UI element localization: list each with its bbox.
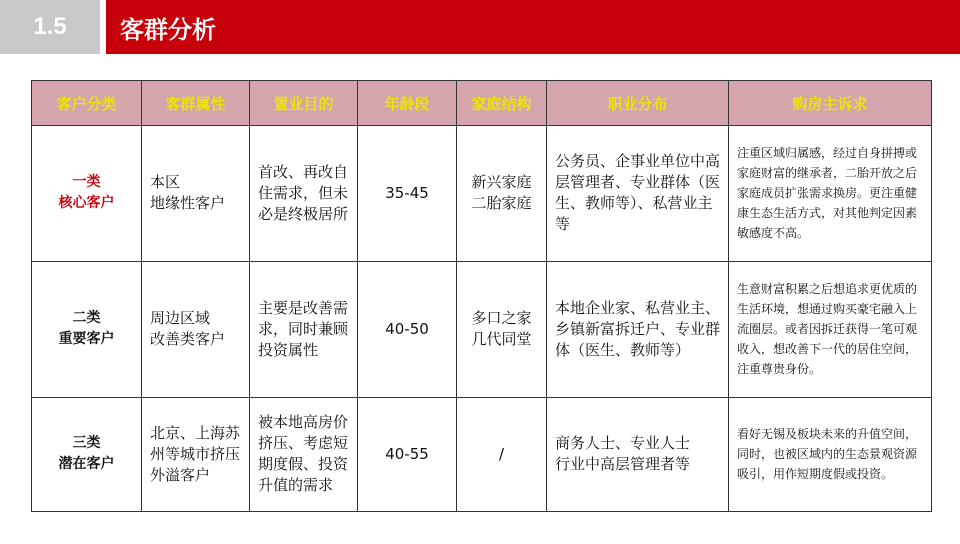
age-cell: 40-50 xyxy=(358,261,457,397)
attribute-cell: 周边区域 改善类客户 xyxy=(142,261,250,397)
table-row xyxy=(32,126,932,262)
purpose-cell: 主要是改善需求，同时兼顾投资属性 xyxy=(250,261,358,397)
age-cell: 40-55 xyxy=(358,397,457,511)
customer-class-cell xyxy=(32,261,142,397)
column-header-appeal: 购房主诉求 xyxy=(729,81,932,126)
occupation-cell: 公务员、企事业单位中高层管理者、专业群体（医生、教师等）、私营业主等 xyxy=(547,126,729,262)
purpose-cell: 首改、再改自住需求，但未必是终极居所 xyxy=(250,126,358,262)
column-header-age: 年龄段 xyxy=(358,81,457,126)
customer-class-cell xyxy=(32,126,142,262)
class-name: 核心客户 xyxy=(58,195,115,212)
appeal-cell: 注重区域归属感，经过自身拼搏或家庭财富的继承者，二胎开放之后家庭成员扩张需求换房。更注重健康生态生活方式，对其他判定因素敏感度不高。 xyxy=(729,126,932,262)
family-cell: 新兴家庭 二胎家庭 xyxy=(457,126,547,262)
family-cell: 多口之家 几代同堂 xyxy=(457,261,547,397)
appeal-cell: 看好无锡及板块未来的升值空间，同时，也被区域内的生态景观资源吸引，用作短期度假或投资。 xyxy=(729,397,932,511)
attribute-cell: 本区 地缘性客户 xyxy=(142,126,250,262)
table-header-row xyxy=(32,81,932,126)
appeal-cell: 生意财富积累之后想追求更优质的生活环境，想通过购买豪宅融入上流圈层。或者因拆迁获得一笔可观收入，想改善下一代的居住空间，注重尊贵身份。 xyxy=(729,261,932,397)
column-header-family: 家庭结构 xyxy=(457,81,547,126)
age-cell: 35-45 xyxy=(358,126,457,262)
section-number: 1.5 xyxy=(0,0,100,54)
attribute-cell: 北京、上海苏州等城市挤压外溢客户 xyxy=(142,397,250,511)
customer-segment-table xyxy=(31,80,932,512)
column-header-attribute: 客群属性 xyxy=(142,81,250,126)
page-title: 客群分析 xyxy=(106,0,960,54)
class-rank: 二类 xyxy=(72,310,101,327)
class-rank: 三类 xyxy=(72,435,101,452)
purpose-cell: 被本地高房价挤压、考虑短期度假、投资升值的需求 xyxy=(250,397,358,511)
table-row xyxy=(32,261,932,397)
occupation-cell: 商务人士、专业人士 行业中高层管理者等 xyxy=(547,397,729,511)
table-row xyxy=(32,397,932,511)
class-name: 重要客户 xyxy=(58,331,115,348)
occupation-cell: 本地企业家、私营业主、乡镇新富拆迁户、专业群体（医生、教师等） xyxy=(547,261,729,397)
class-rank: 一类 xyxy=(72,174,101,191)
column-header-purpose: 置业目的 xyxy=(250,81,358,126)
class-name: 潜在客户 xyxy=(58,456,115,473)
family-cell: / xyxy=(457,397,547,511)
column-header-occupation: 职业分布 xyxy=(547,81,729,126)
column-header-customer-class: 客户分类 xyxy=(32,81,142,126)
customer-class-cell xyxy=(32,397,142,511)
